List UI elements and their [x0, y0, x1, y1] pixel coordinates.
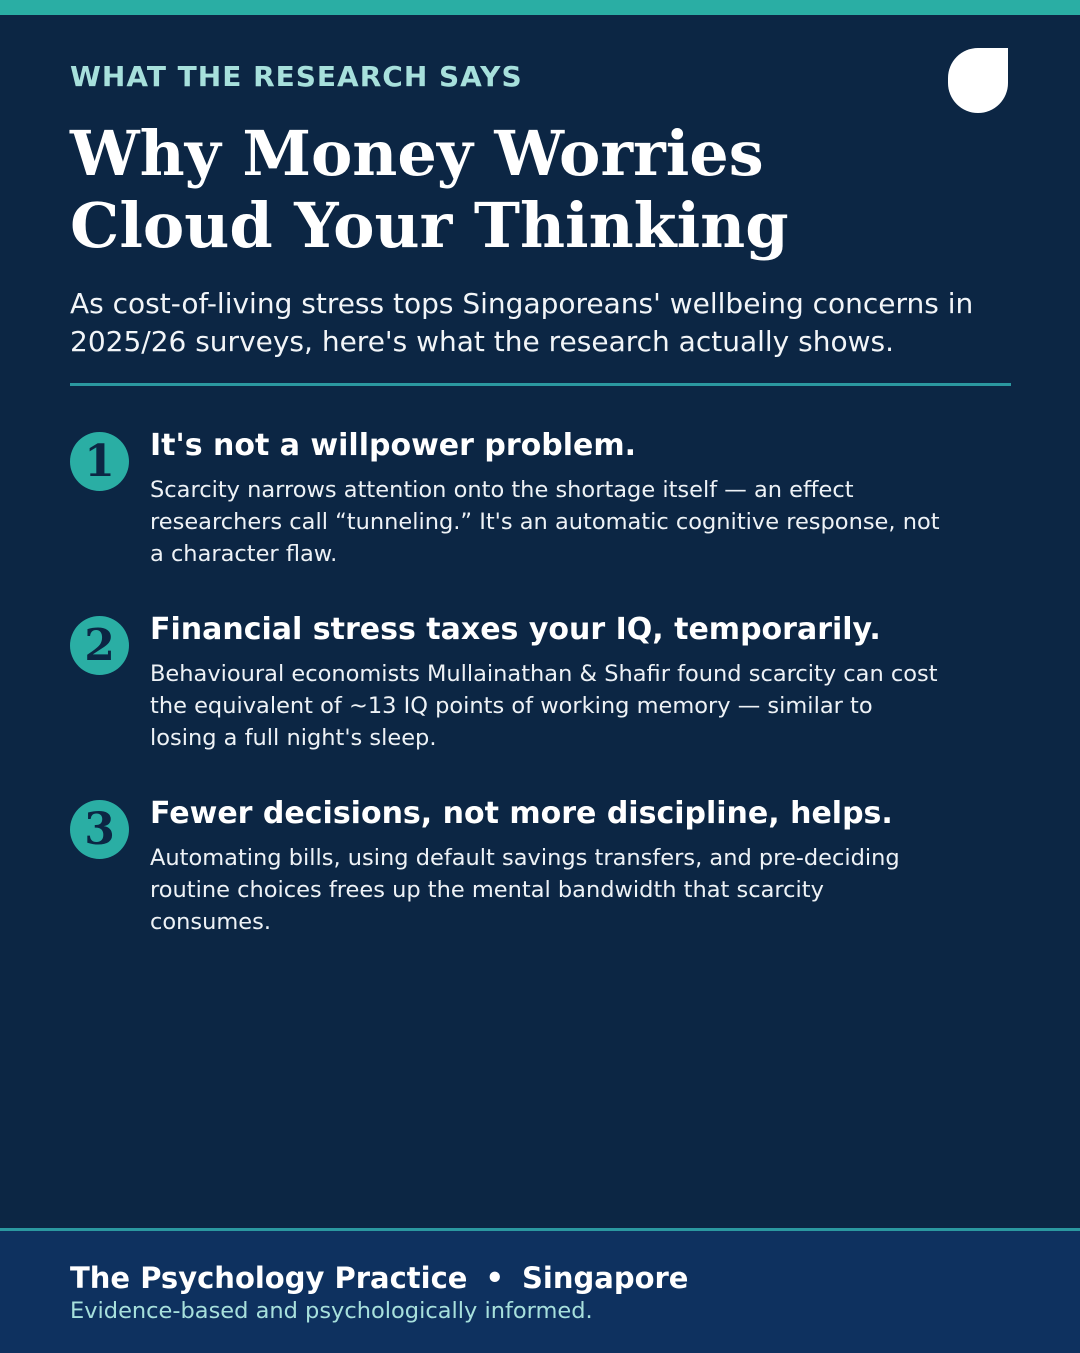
footer-brand-line: [70, 1261, 688, 1295]
page-title: [70, 118, 789, 262]
section-kicker: WHAT THE RESEARCH SAYS: [70, 60, 523, 93]
point-number-badge: 2: [70, 616, 129, 675]
point-heading: Fewer decisions, not more discipline, helps.: [150, 796, 893, 831]
point-heading: Financial stress taxes your IQ, temporarily.: [150, 612, 881, 647]
point-body: Behavioural economists Mullainathan & Shafir found scarcity can cost the equivalent of ~13 IQ points of working memory — similar to losing a full night's sleep.: [150, 661, 938, 751]
footer: [0, 1228, 1080, 1353]
practice-name: The Psychology Practice: [70, 1261, 468, 1295]
title-line-2: Cloud Your Thinking: [70, 189, 789, 262]
top-accent-bar: [0, 0, 1080, 15]
title-line-1: Why Money Worries: [70, 117, 764, 190]
point-heading: It's not a willpower problem.: [150, 428, 637, 463]
footer-tagline: Evidence-based and psychologically informed.: [70, 1298, 593, 1324]
point-body: Automating bills, using default savings transfers, and pre-deciding routine choices frees up the mental bandwidth that scarcity consumes.: [150, 845, 900, 935]
point-body: Scarcity narrows attention onto the shortage itself — an effect researchers call “tunneling.” It's an automatic cognitive response, not a character flaw.: [150, 477, 940, 567]
footer-separator: •: [485, 1261, 505, 1295]
header-divider: [70, 383, 1011, 386]
leaf-drop-icon: [948, 48, 1008, 113]
page-subtitle: As cost-of-living stress tops Singaporeans' wellbeing concerns in 2025/26 surveys, here's what the research actually shows.: [70, 287, 974, 358]
practice-location: Singapore: [522, 1261, 689, 1295]
point-number-badge: 1: [70, 432, 129, 491]
point-number-badge: 3: [70, 800, 129, 859]
